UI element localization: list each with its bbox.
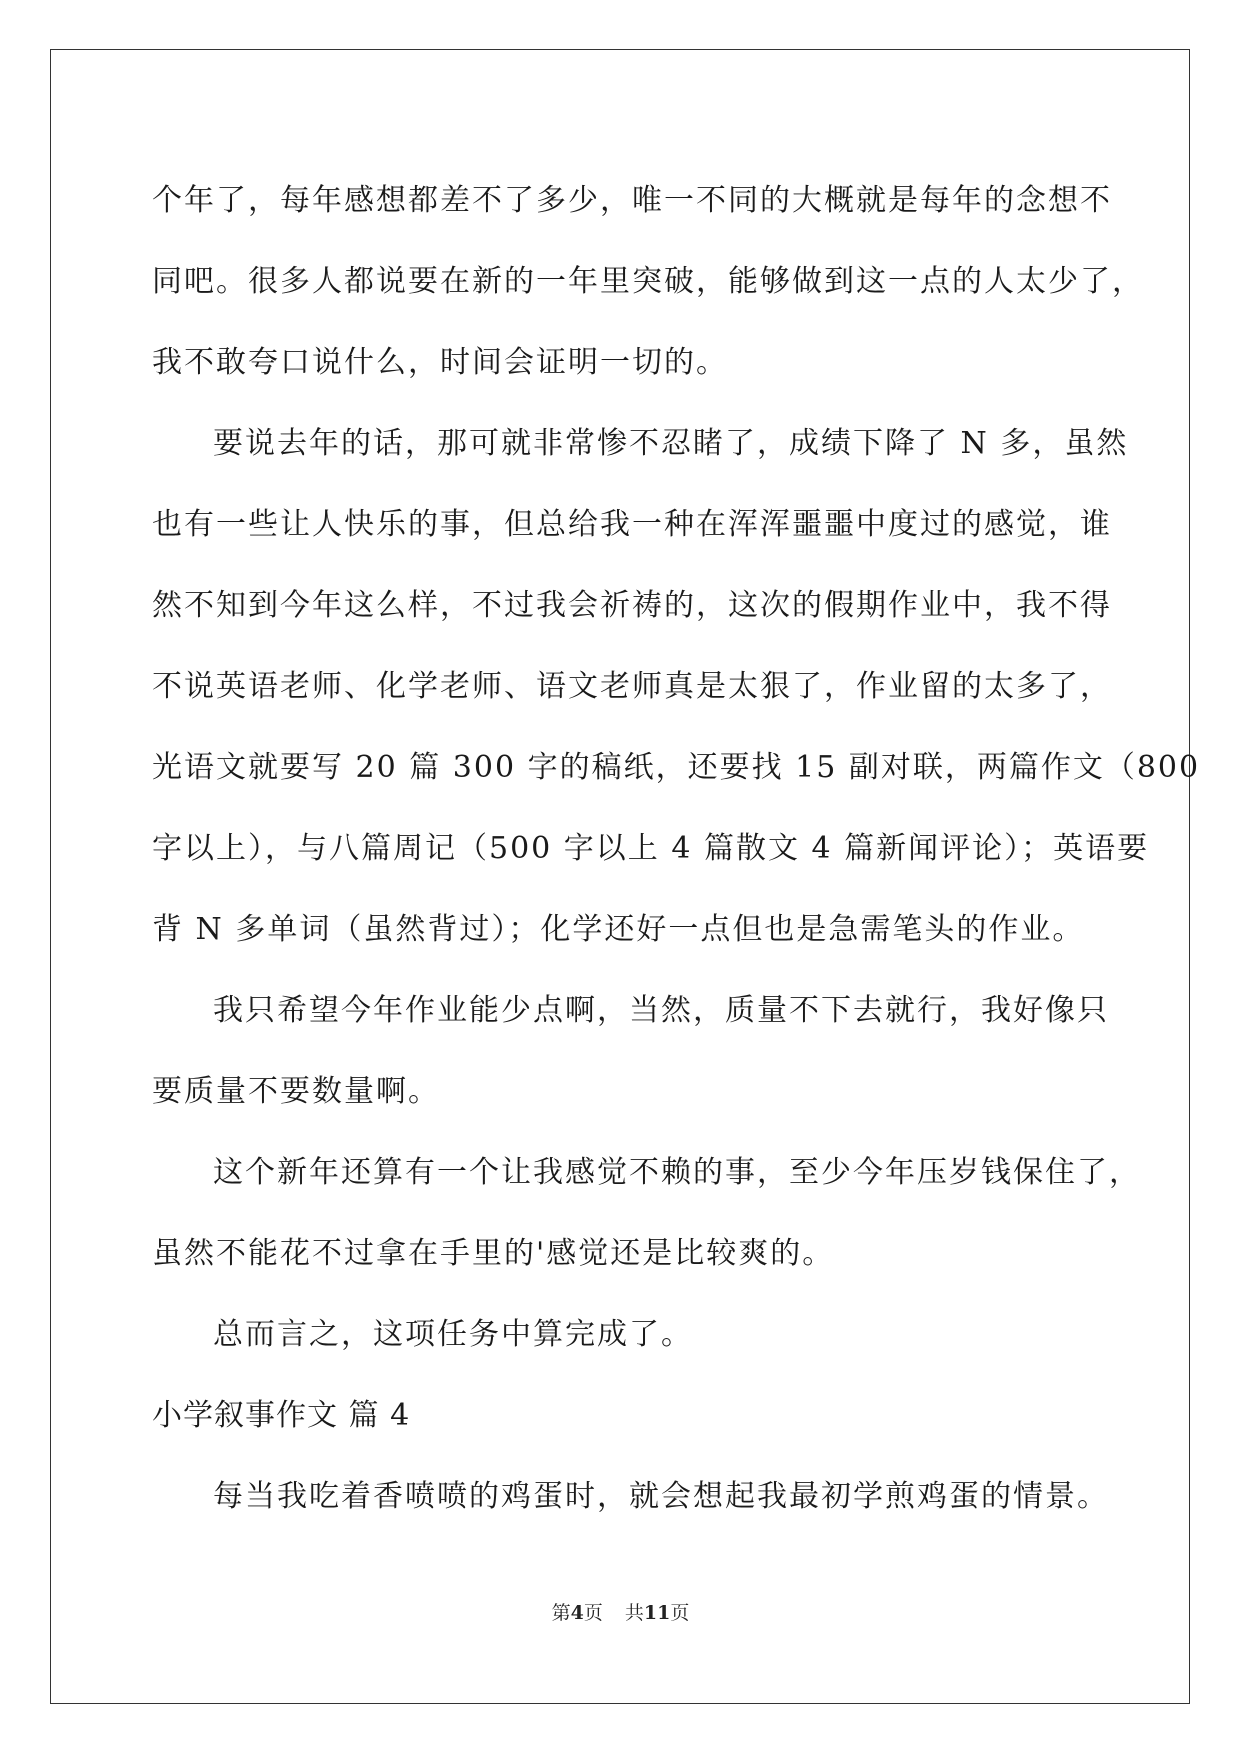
page-footer [0, 1598, 1241, 1625]
text-line: 这个新年还算有一个让我感觉不赖的事，至少今年压岁钱保住了， [213, 1155, 1141, 1190]
document-body [152, 160, 1201, 1537]
total-pages: 11 [643, 1602, 671, 1624]
text-line: 要质量不要数量啊。 [152, 1074, 440, 1109]
text-line: 要说去年的话，那可就非常惨不忍睹了，成绩下降了 N 多，虽然 [213, 426, 1129, 461]
section-heading: 小学叙事作文 篇 4 [152, 1398, 411, 1433]
text-line: 不说英语老师、化学老师、语文老师真是太狠了，作业留的太多了， [152, 669, 1112, 704]
total-suffix: 页 [670, 1602, 690, 1624]
total-prefix: 共 [624, 1602, 644, 1624]
text-line: 每当我吃着香喷喷的鸡蛋时，就会想起我最初学煎鸡蛋的情景。 [213, 1479, 1109, 1514]
page-number: 4 [570, 1602, 584, 1624]
text-line: 背 N 多单词（虽然背过）；化学还好一点但也是急需笔头的作业。 [152, 912, 1085, 947]
text-line: 然不知到今年这么样，不过我会祈祷的，这次的假期作业中，我不得 [152, 588, 1112, 623]
text-line: 光语文就要写 20 篇 300 字的稿纸，还要找 15 副对联，两篇作文（800 [152, 750, 1201, 785]
page-suffix: 页 [583, 1602, 603, 1624]
text-line: 虽然不能花不过拿在手里的'感觉还是比较爽的。 [152, 1236, 835, 1271]
text-line: 同吧。很多人都说要在新的一年里突破，能够做到这一点的人太少了， [152, 264, 1144, 299]
text-line: 字以上），与八篇周记（500 字以上 4 篇散文 4 篇新闻评论）；英语要 [152, 831, 1150, 866]
text-line: 总而言之，这项任务中算完成了。 [213, 1317, 693, 1352]
text-line: 我不敢夸口说什么，时间会证明一切的。 [152, 345, 728, 380]
page-prefix: 第 [551, 1602, 571, 1624]
text-line: 也有一些让人快乐的事，但总给我一种在浑浑噩噩中度过的感觉，谁 [152, 507, 1112, 542]
text-line: 个年了，每年感想都差不了多少，唯一不同的大概就是每年的念想不 [152, 183, 1112, 218]
text-line: 我只希望今年作业能少点啊，当然，质量不下去就行，我好像只 [213, 993, 1109, 1028]
